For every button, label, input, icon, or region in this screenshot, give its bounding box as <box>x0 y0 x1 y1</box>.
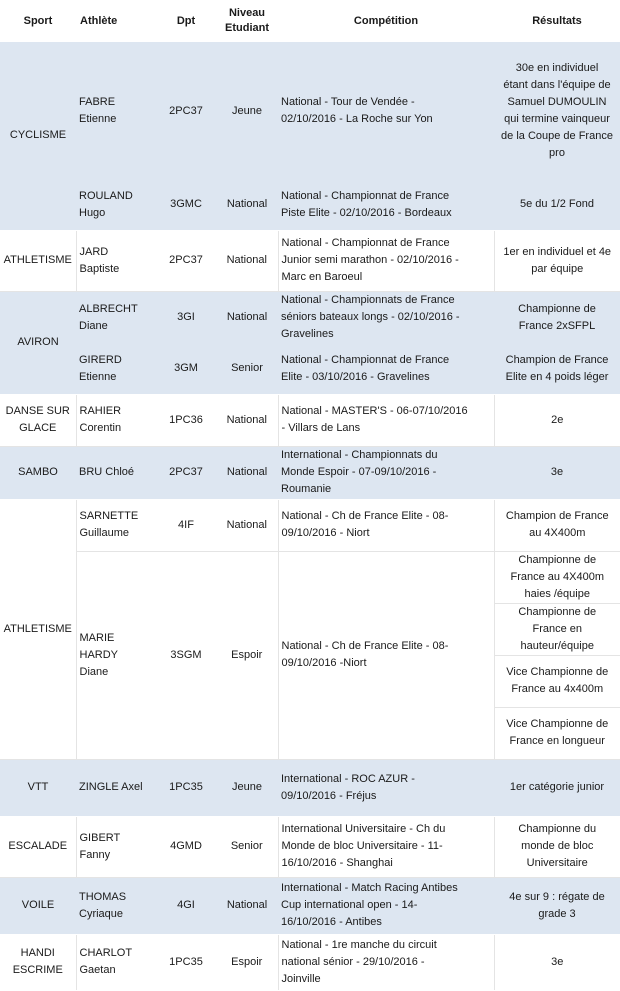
result-cell: 30e en individuel étant dans l'équipe de Samuel DUMOULIN qui termine vainqueur de la Coupe de France pro <box>494 42 620 180</box>
athlete-cell: BRU Chloé <box>76 446 156 499</box>
athlete-cell: CHARLOT Gaetan <box>76 934 156 990</box>
competition-cell: National - Tour de Vendée - 02/10/2016 - La Roche sur Yon <box>278 42 494 180</box>
athlete-cell: MARIE HARDY Diane <box>76 551 156 759</box>
result-cell: Vice Championne de France en longueur <box>494 707 620 759</box>
niveau-cell: Jeune <box>216 759 278 816</box>
header-competition: Compétition <box>278 0 494 42</box>
dpt-cell: 1PC35 <box>156 934 216 990</box>
sport-cell: VOILE <box>0 877 76 934</box>
competition-cell: National - MASTER'S - 06-07/10/2016 - Villars de Lans <box>278 394 494 446</box>
niveau-cell: National <box>216 394 278 446</box>
sport-cell: AVIRON <box>0 291 76 394</box>
competition-cell: National - Ch de France Elite - 08- 09/10/2016 -Niort <box>278 551 494 759</box>
competition-cell: International Universitaire - Ch du Monde de bloc Universitaire - 11- 16/10/2016 - Shanghai <box>278 816 494 877</box>
table-row <box>0 180 620 230</box>
dpt-cell: 1PC35 <box>156 759 216 816</box>
result-cell: Championne de France en hauteur/équipe <box>494 603 620 655</box>
niveau-cell: National <box>216 877 278 934</box>
athlete-cell: FABRE Etienne <box>76 42 156 180</box>
result-cell: 2e <box>494 394 620 446</box>
result-cell: 3e <box>494 934 620 990</box>
niveau-cell: National <box>216 291 278 344</box>
athlete-cell: SARNETTE Guillaume <box>76 499 156 551</box>
competition-cell: International - ROC AZUR - 09/10/2016 - Fréjus <box>278 759 494 816</box>
athlete-cell: GIRERD Etienne <box>76 344 156 394</box>
header-resultats: Résultats <box>494 0 620 42</box>
niveau-cell: Jeune <box>216 42 278 180</box>
table-row <box>0 344 620 394</box>
table-row <box>0 446 620 499</box>
sport-cell: CYCLISME <box>0 42 76 230</box>
header-sport: Sport <box>0 0 76 42</box>
competition-cell: International - Match Racing Antibes Cup international open - 14- 16/10/2016 - Antibes <box>278 877 494 934</box>
table-row <box>0 291 620 344</box>
result-cell: Champion de France Elite en 4 poids léger <box>494 344 620 394</box>
niveau-cell: National <box>216 499 278 551</box>
dpt-cell: 3GM <box>156 344 216 394</box>
competition-cell: National - Championnat de France Elite - 03/10/2016 - Gravelines <box>278 344 494 394</box>
dpt-cell: 3GMC <box>156 180 216 230</box>
niveau-cell: Espoir <box>216 551 278 759</box>
result-cell: 1er catégorie junior <box>494 759 620 816</box>
sport-cell: ATHLETISME <box>0 230 76 291</box>
athlete-cell: THOMAS Cyriaque <box>76 877 156 934</box>
athlete-cell: ROULAND Hugo <box>76 180 156 230</box>
competition-cell: National - Championnats de France séniors bateaux longs - 02/10/2016 - Gravelines <box>278 291 494 344</box>
dpt-cell: 4GI <box>156 877 216 934</box>
dpt-cell: 1PC36 <box>156 394 216 446</box>
header-dpt: Dpt <box>156 0 216 42</box>
dpt-cell: 2PC37 <box>156 42 216 180</box>
result-cell: Championne de France 2xSFPL <box>494 291 620 344</box>
sport-cell: SAMBO <box>0 446 76 499</box>
dpt-cell: 4GMD <box>156 816 216 877</box>
athlete-cell: RAHIER Corentin <box>76 394 156 446</box>
header-athlete: Athlète <box>76 0 156 42</box>
result-cell: 1er en individuel et 4e par équipe <box>494 230 620 291</box>
sport-cell: HANDI ESCRIME <box>0 934 76 990</box>
header-niveau: Niveau Etudiant <box>216 0 278 42</box>
niveau-cell: National <box>216 230 278 291</box>
niveau-cell: National <box>216 180 278 230</box>
competition-cell: National - Championnat de France Piste Elite - 02/10/2016 - Bordeaux <box>278 180 494 230</box>
competition-cell: International - Championnats du Monde Espoir - 07-09/10/2016 - Roumanie <box>278 446 494 499</box>
dpt-cell: 2PC37 <box>156 230 216 291</box>
sport-cell: ATHLETISME <box>0 499 76 759</box>
dpt-cell: 3SGM <box>156 551 216 759</box>
athlete-cell: ALBRECHT Diane <box>76 291 156 344</box>
niveau-cell: Espoir <box>216 934 278 990</box>
result-cell: 5e du 1/2 Fond <box>494 180 620 230</box>
dpt-cell: 3GI <box>156 291 216 344</box>
table-row <box>0 230 620 291</box>
result-cell: Championne de France au 4X400m haies /équipe <box>494 551 620 603</box>
table-row <box>0 42 620 180</box>
table-row <box>0 877 620 934</box>
table-row <box>0 394 620 446</box>
sport-cell: DANSE SUR GLACE <box>0 394 76 446</box>
competition-cell: National - 1re manche du circuit national sénior - 29/10/2016 - Joinville <box>278 934 494 990</box>
result-cell: 3e <box>494 446 620 499</box>
sport-cell: ESCALADE <box>0 816 76 877</box>
dpt-cell: 2PC37 <box>156 446 216 499</box>
sport-cell: VTT <box>0 759 76 816</box>
athlete-cell: JARD Baptiste <box>76 230 156 291</box>
niveau-cell: National <box>216 446 278 499</box>
table-row <box>0 759 620 816</box>
competition-cell: National - Ch de France Elite - 08- 09/10/2016 - Niort <box>278 499 494 551</box>
table-row <box>0 499 620 551</box>
result-cell: Championne du monde de bloc Universitaire <box>494 816 620 877</box>
niveau-cell: Senior <box>216 816 278 877</box>
competition-cell: National - Championnat de France Junior semi marathon - 02/10/2016 - Marc en Baroeul <box>278 230 494 291</box>
athlete-cell: GIBERT Fanny <box>76 816 156 877</box>
dpt-cell: 4IF <box>156 499 216 551</box>
result-cell: Vice Championne de France au 4x400m <box>494 655 620 707</box>
table-row <box>0 816 620 877</box>
athlete-cell: ZINGLE Axel <box>76 759 156 816</box>
table-row <box>0 934 620 990</box>
result-cell: 4e sur 9 : régate de grade 3 <box>494 877 620 934</box>
result-cell: Champion de France au 4X400m <box>494 499 620 551</box>
niveau-cell: Senior <box>216 344 278 394</box>
table-row <box>0 551 620 603</box>
table-header-row <box>0 0 620 42</box>
